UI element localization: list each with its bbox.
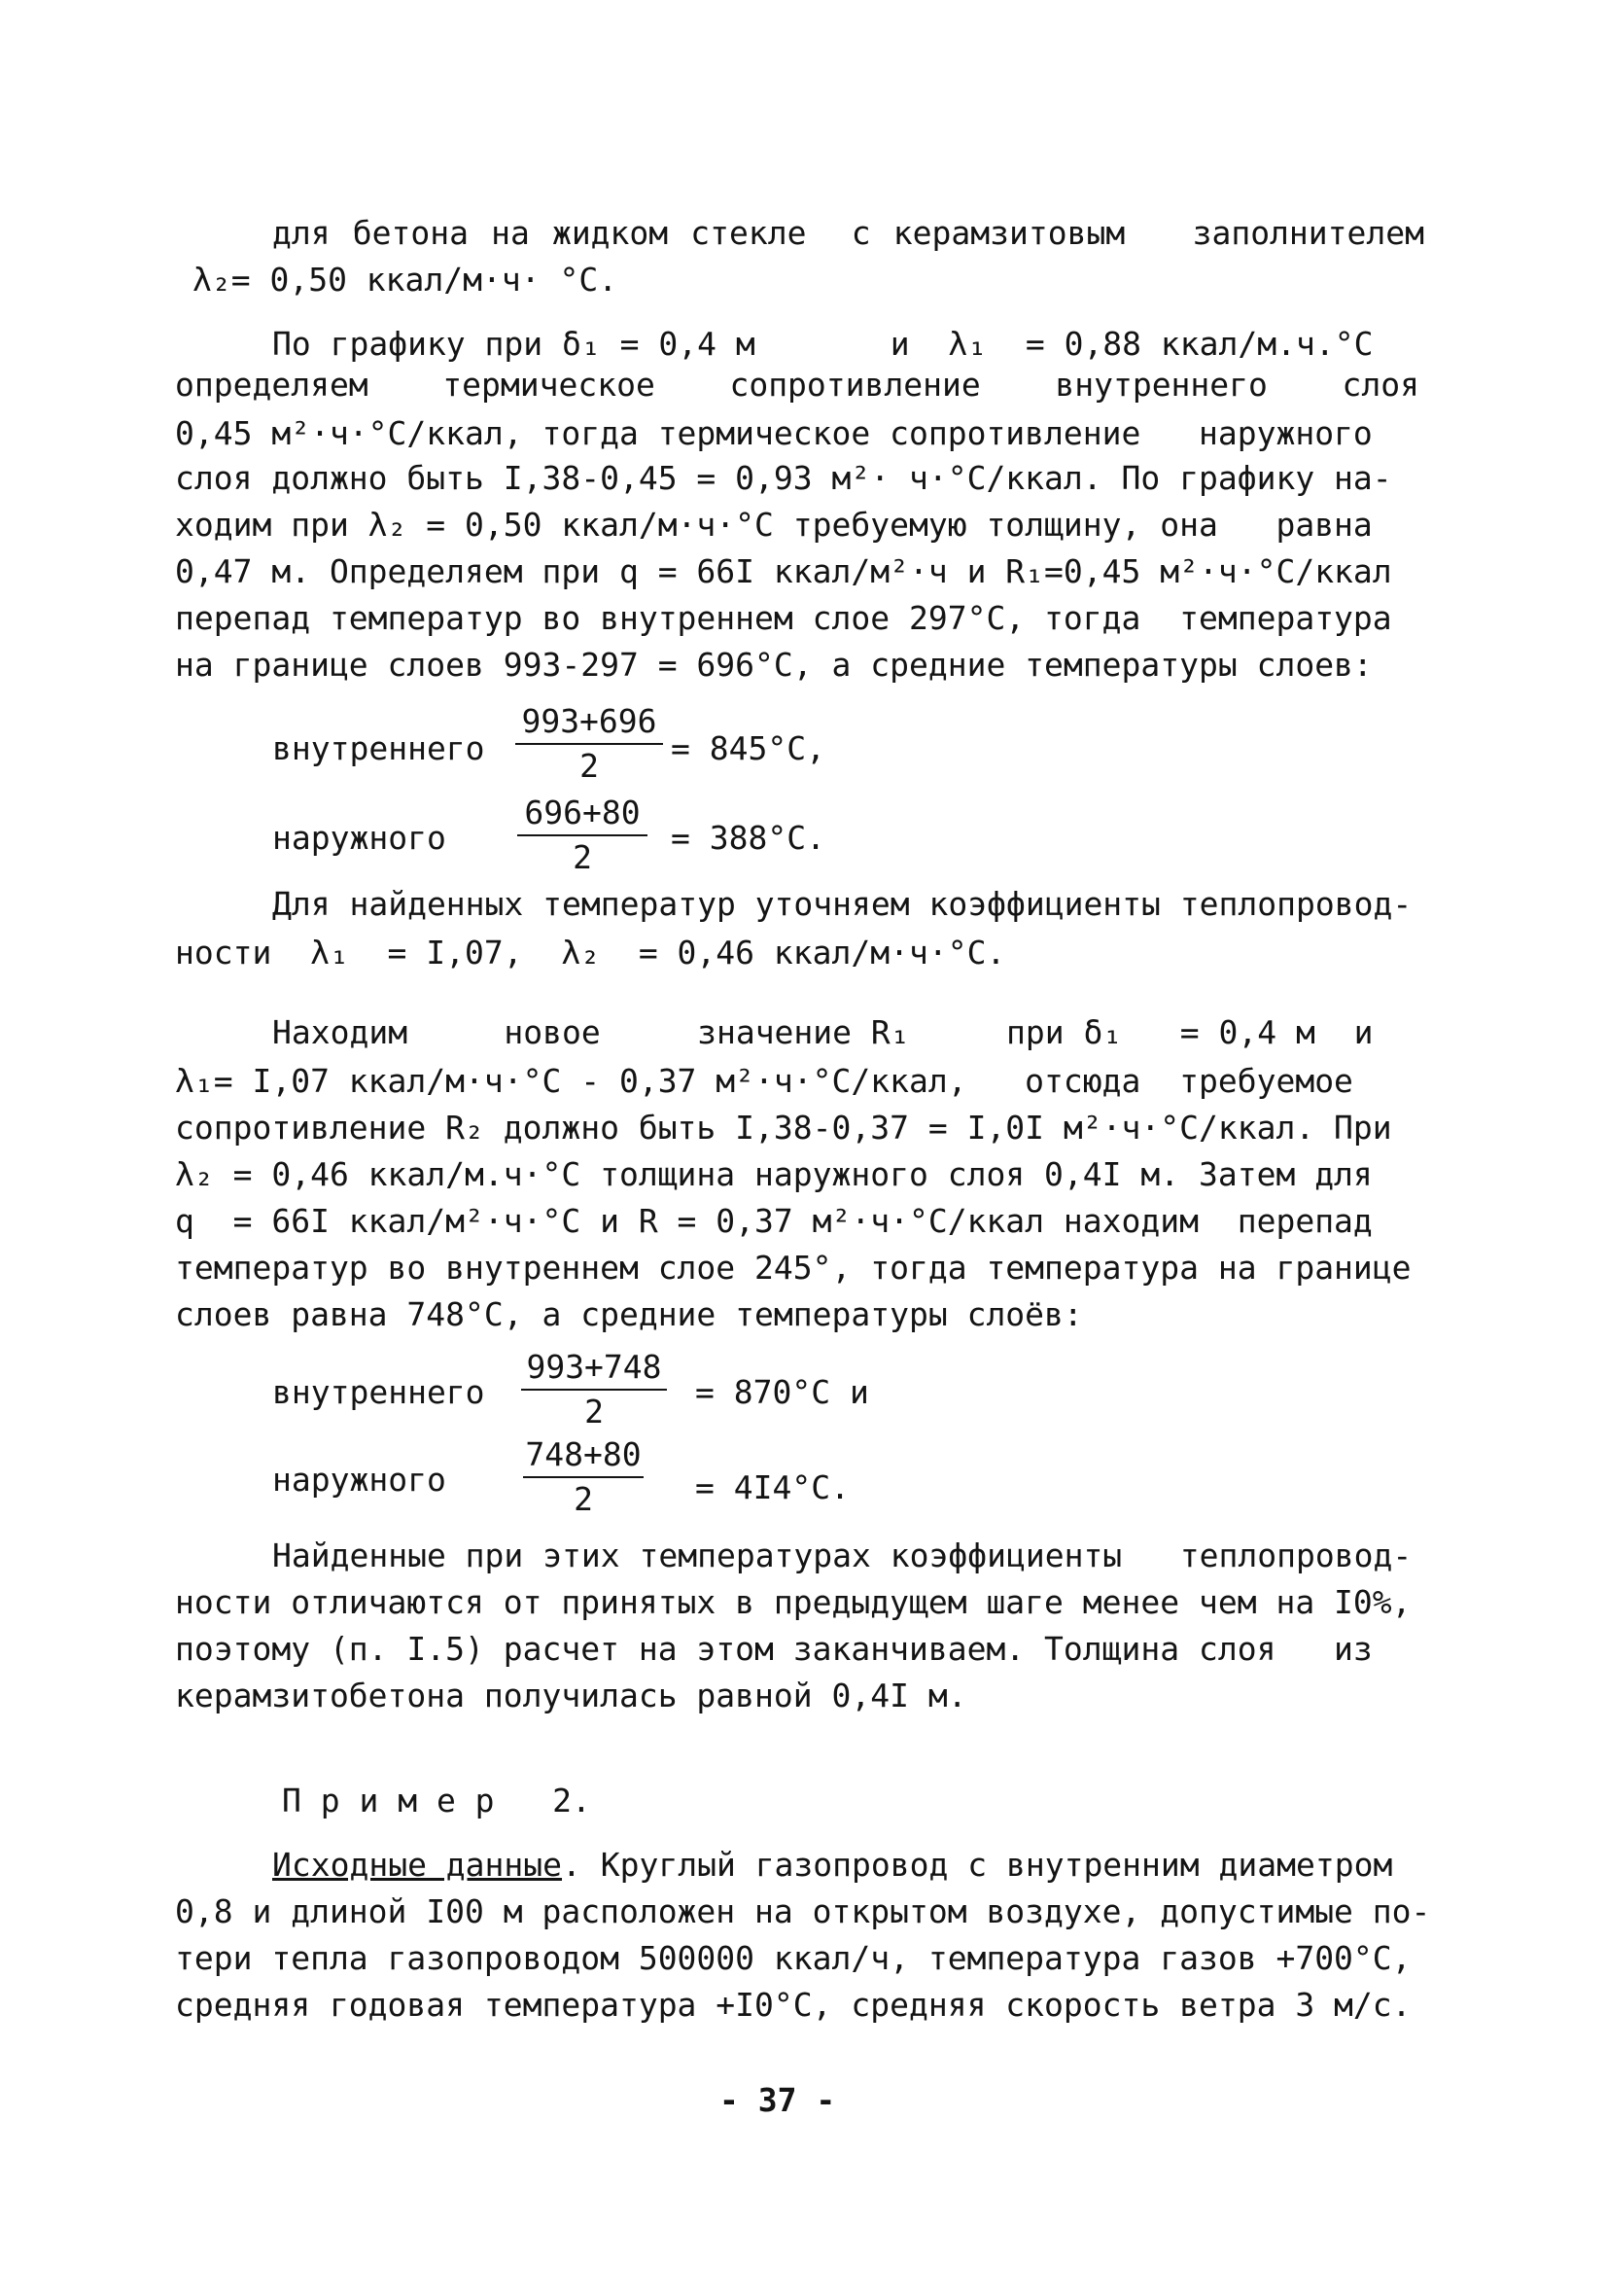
fraction-bar — [515, 743, 663, 745]
text-line: 0,8 и длиной I00 м расположен на открытом воздухе, допустимые по- — [175, 1892, 1431, 1930]
fraction-label: наружного — [272, 819, 446, 857]
text-line — [272, 1844, 1392, 1887]
text-line: λ₁= I,07 ккал/м·ч·°С - 0,37 м²·ч·°С/ккал, отсюда требуемое — [175, 1062, 1353, 1100]
fraction-numerator: 748+80 — [525, 1435, 642, 1473]
fraction-label: наружного — [272, 1461, 446, 1499]
text-line: температур во внутреннем слое 245°, тогда температура на границе — [175, 1249, 1412, 1287]
fraction-bar — [523, 1476, 644, 1478]
fraction-denominator: 2 — [579, 747, 599, 785]
text-line: на границе слоев 993-297 = 696°С, а средние температуры слоев: — [175, 646, 1373, 684]
fraction — [521, 1348, 667, 1437]
text-line: ности отличаются от принятых в предыдущем шаге менее чем на I0%, — [175, 1583, 1412, 1621]
fraction-numerator: 993+696 — [521, 702, 657, 740]
fraction — [523, 1435, 644, 1525]
text-line: поэтому (п. I.5) расчет на этом заканчиваем. Толщина слоя из — [175, 1630, 1373, 1668]
text-line: λ₂= 0,50 ккал/м·ч· °С. — [192, 261, 618, 299]
text-line: По графику при δ₁ = 0,4 м и λ₁ = 0,88 ккал/м.ч.°С — [272, 325, 1374, 363]
fraction-denominator: 2 — [574, 1480, 593, 1518]
text-line: для бетона на жидком стекле с керамзитовым заполнителем — [272, 214, 1424, 252]
fraction-numerator: 993+748 — [526, 1348, 662, 1386]
fraction-numerator: 696+80 — [524, 794, 641, 831]
fraction-result: = 4I4°С. — [695, 1468, 850, 1506]
text-fragment: . Круглый газопровод с внутренним диаметром — [562, 1846, 1393, 1884]
fraction-denominator: 2 — [584, 1393, 604, 1431]
text-line: перепад температур во внутреннем слое 297°С, тогда температура — [175, 599, 1392, 637]
text-line: слоев равна 748°С, а средние температуры слоёв: — [175, 1295, 1083, 1333]
text-line: q = 66I ккал/м²·ч·°С и R = 0,37 м²·ч·°С/ккал находим перепад — [175, 1202, 1373, 1240]
fraction-bar — [517, 834, 647, 836]
fraction-result: = 870°С и — [695, 1373, 869, 1411]
fraction-label: внутреннего — [272, 729, 485, 767]
text-line: средняя годовая температура +I0°С, средняя скорость ветра 3 м/с. — [175, 1986, 1412, 2024]
text-line: λ₂ = 0,46 ккал/м.ч·°С толщина наружного слоя 0,4I м. Затем для — [175, 1155, 1373, 1193]
text-line: определяем термическое сопротивление внутреннего слоя — [175, 366, 1419, 404]
fraction-result: = 845°С, — [671, 729, 825, 767]
text-line: ходим при λ₂ = 0,50 ккал/м·ч·°С требуемую толщину, она равна — [175, 506, 1373, 544]
fraction-denominator: 2 — [573, 838, 592, 876]
fraction-result: = 388°С. — [671, 819, 825, 857]
fraction-label: внутреннего — [272, 1373, 485, 1411]
underlined-lead: Исходные данные — [272, 1846, 563, 1884]
fraction — [515, 702, 663, 792]
example-heading: П р и м е р 2. — [282, 1782, 591, 1819]
text-line: сопротивление R₂ должно быть I,38-0,37 = I,0I м²·ч·°С/ккал. При — [175, 1109, 1392, 1147]
text-line: слоя должно быть I,38-0,45 = 0,93 м²· ч·°С/ккал. По графику на- — [175, 459, 1392, 497]
text-line: керамзитобетона получилась равной 0,4I м. — [175, 1677, 967, 1714]
text-line: тери тепла газопроводом 500000 ккал/ч, температура газов +700°С, — [175, 1939, 1412, 1977]
text-line: 0,47 м. Определяем при q = 66I ккал/м²·ч и R₁=0,45 м²·ч·°С/ккал — [175, 552, 1392, 590]
fraction-bar — [521, 1389, 667, 1391]
text-line: Найденные при этих температурах коэффициенты теплопровод- — [272, 1537, 1413, 1574]
text-line: Находим новое значение R₁ при δ₁ = 0,4 м и — [272, 1013, 1374, 1051]
page-number: - 37 - — [719, 2081, 836, 2119]
text-line: ности λ₁ = I,07, λ₂ = 0,46 ккал/м·ч·°С. — [175, 934, 1006, 971]
text-line: 0,45 м²·ч·°С/ккал, тогда термическое сопротивление наружного — [175, 414, 1373, 452]
text-line: Для найденных температур уточняем коэффициенты теплопровод- — [272, 885, 1413, 923]
fraction — [517, 794, 647, 883]
